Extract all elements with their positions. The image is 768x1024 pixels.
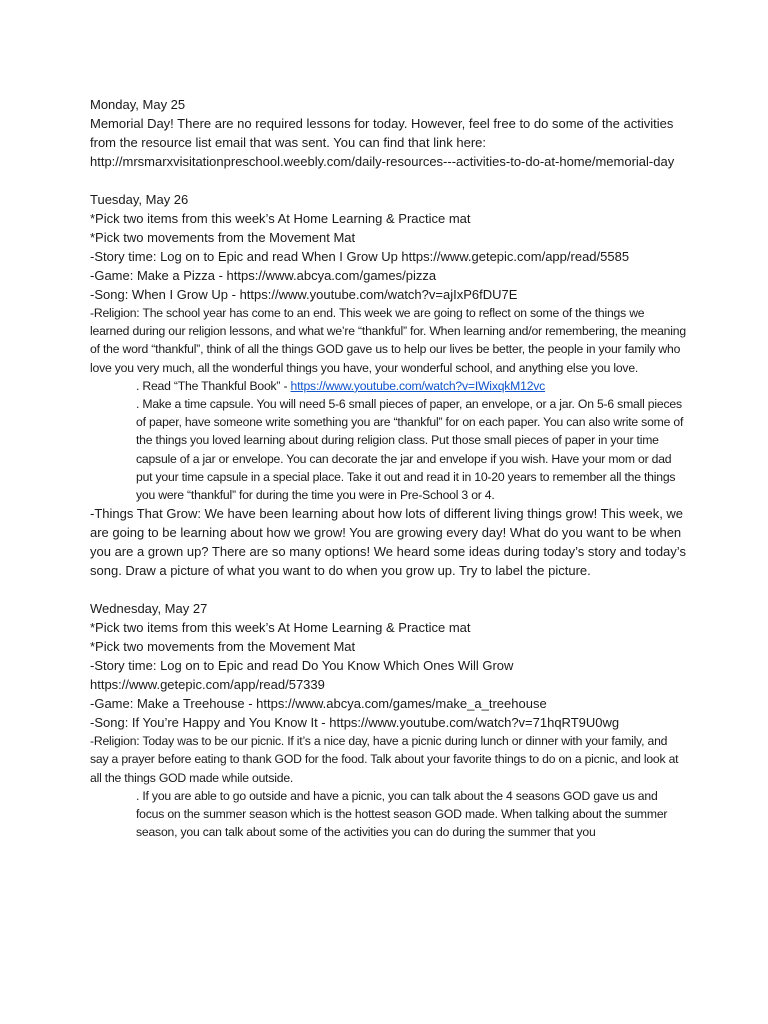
tuesday-instruction-mat: *Pick two items from this week’s At Home Learning & Practice mat xyxy=(90,211,471,226)
wednesday-instruction-movement: *Pick two movements from the Movement Mat xyxy=(90,639,356,655)
story-time-label: -Story time xyxy=(90,658,153,674)
wednesday-seasons: . If you are able to go outside and have a picnic, you can talk about the 4 seasons GOD gave us and focus on the summer season which is the hottest season GOD made. When talking about the summer season, you can talk about some of the activities you can do during the summer that you xyxy=(136,788,668,840)
tuesday-heading: Tuesday, May 26 xyxy=(90,192,189,207)
game-text: : Make a Pizza - https://www.abcya.com/games/pizza xyxy=(129,268,437,283)
tuesday-religion xyxy=(90,304,686,377)
thankful-book-link[interactable]: https://www.youtube.com/watch?v=IWixqkM12vc xyxy=(290,378,546,393)
tuesday-story-time xyxy=(90,247,686,266)
spacer xyxy=(90,580,686,599)
wednesday-religion xyxy=(90,732,686,787)
story-time-text: : Log on to Epic and read When I Grow Up https://www.getepic.com/app/read/5585 xyxy=(152,249,630,264)
religion-label: -Religion xyxy=(90,734,137,749)
read-prefix: . Read “The Thankful Book” - xyxy=(136,378,291,393)
tuesday-instruction-movement: *Pick two movements from the Movement Mat xyxy=(90,230,356,245)
monday-body: Memorial Day! There are no required lessons for today. However, feel free to do some of the activities from the resource list email that was sent. You can find that link here: http://mrsmarxvisitationpreschool.weebly.com/daily-resources---activities-to-do-at-home/memorial-day xyxy=(90,116,675,169)
song-label: -Song xyxy=(90,287,125,302)
monday-heading: Monday, May 25 xyxy=(90,97,186,112)
religion-text: : Today was to be our picnic. If it’s a nice day, have a picnic during lunch or dinner with your family, and say a prayer before eating to thank GOD for the food. Talk about your favorite things to do on a picnic, and look at all the things GOD made while outside. xyxy=(90,734,679,785)
story-time-label: -Story time xyxy=(90,249,153,264)
wednesday-story-time xyxy=(90,656,686,694)
story-time-text: : Log on to Epic and read Do You Know Which Ones Will Grow https://www.getepic.com/app/read/57339 xyxy=(90,658,514,693)
religion-text: : The school year has come to an end. This week we are going to reflect on some of the things we learned during our religion lessons, and what we’re “thankful” for. When learning and/or remembering, the meaning of the word “thankful”, think of all the things GOD gave us to help our lives be better, the people in your family who love you very much, all the wonderful things you have, your wonderful school, and anything else you love. xyxy=(90,306,686,375)
song-label: -Song xyxy=(90,715,125,731)
wednesday-instruction-mat: *Pick two items from this week’s At Home Learning & Practice mat xyxy=(90,620,471,636)
tuesday-read-item xyxy=(90,377,686,395)
tuesday-game xyxy=(90,266,686,285)
game-label: -Game xyxy=(90,268,130,283)
tuesday-things-that-grow xyxy=(90,504,686,580)
song-text: : When I Grow Up - https://www.youtube.com/watch?v=ajIxP6fDU7E xyxy=(124,287,518,302)
wednesday-game xyxy=(90,694,686,713)
game-label: -Game xyxy=(90,696,130,712)
game-text: : Make a Treehouse - https://www.abcya.com/games/make_a_treehouse xyxy=(129,696,547,712)
religion-label: -Religion xyxy=(90,306,137,320)
wednesday-song xyxy=(90,713,686,732)
tuesday-time-capsule: . Make a time capsule. You will need 5-6 small pieces of paper, an envelope, or a jar. On 5-6 small pieces of paper, have someone write something you are “thankful” for on each paper. You can also write some of the things you loved learning about during religion class. Put those small pieces of paper in your time capsule of a jar or envelope. You can decorate the jar and envelope if you wish. Have your mom or dad put your time capsule in a special place. Take it out and read it in 10-20 years to remember all the things you were “thankful” for during the time you were in Pre-School 3 or 4. xyxy=(136,397,684,503)
document-page xyxy=(90,95,686,841)
things-that-grow-text: We have been learning about how lots of different living things grow! This week, we are going to be learning about how we grow! You are growing every day! What do you want to be when you are a grown up? There are so many options! We heard some ideas during today’s story and today’s song. Draw a picture of what you want to do when you grow up. Try to label the picture. xyxy=(90,506,686,579)
song-text: : If You’re Happy and You Know It - https://www.youtube.com/watch?v=71hqRT9U0wg xyxy=(124,715,620,731)
tuesday-song xyxy=(90,285,686,304)
spacer xyxy=(90,171,686,190)
things-that-grow-label: -Things That Grow: xyxy=(90,506,202,522)
wednesday-heading: Wednesday, May 27 xyxy=(90,601,208,617)
